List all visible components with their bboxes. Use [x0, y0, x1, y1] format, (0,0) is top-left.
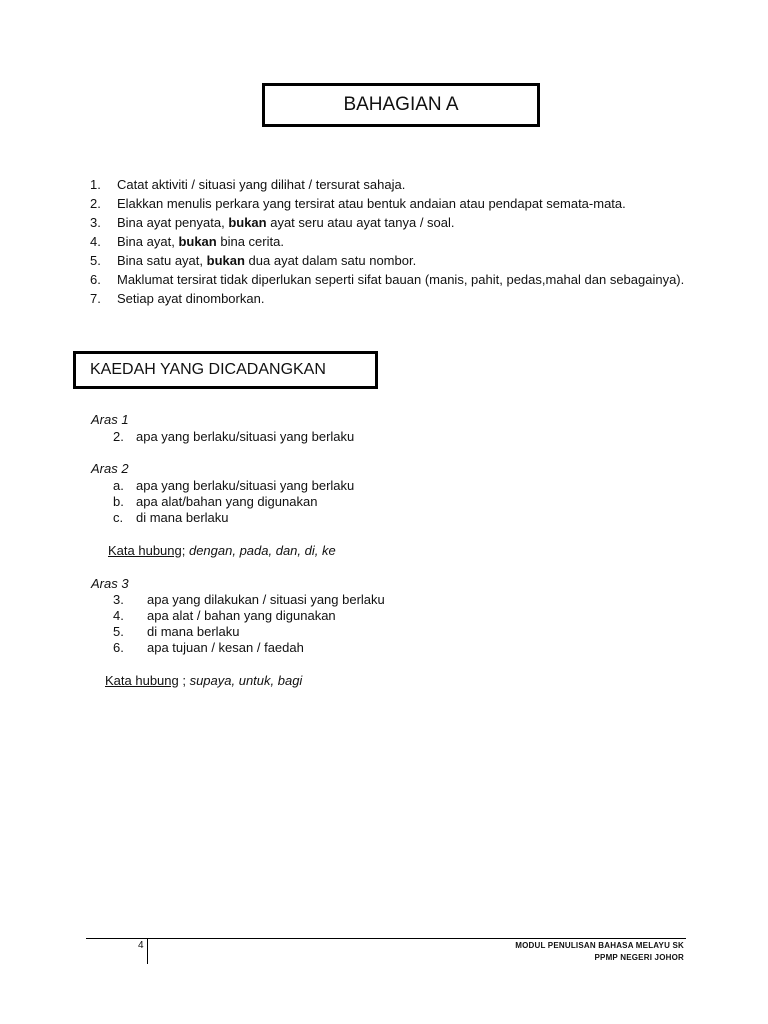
list-text: Bina satu ayat, bukan dua ayat dalam satu nombor.	[117, 253, 417, 268]
list-item	[113, 624, 385, 640]
list-marker: 4.	[113, 608, 124, 623]
rules-list	[90, 175, 690, 308]
list-text: apa yang dilakukan / situasi yang berlaku	[147, 592, 385, 607]
list-item	[113, 640, 385, 656]
list-number: 6.	[90, 272, 101, 287]
list-item	[90, 270, 690, 289]
list-text: Bina ayat penyata, bukan ayat seru atau ayat tanya / soal.	[117, 215, 455, 230]
footer-text	[515, 940, 684, 964]
list-marker: 6.	[113, 640, 124, 655]
list-item	[113, 608, 385, 624]
list-item	[90, 213, 690, 232]
connector-label: Kata hubung	[105, 673, 179, 688]
connector-words: dengan, pada, dan, di, ke	[188, 543, 336, 558]
connector-label: Kata hubung	[108, 543, 182, 558]
section-title: KAEDAH YANG DICADANGKAN	[90, 361, 326, 378]
list-text: Catat aktiviti / situasi yang dilihat / tersurat sahaja.	[117, 177, 406, 192]
level-label-aras-1: Aras 1	[91, 412, 129, 427]
footer-divider	[86, 938, 686, 939]
list-item	[113, 429, 354, 445]
list-marker: 2.	[113, 429, 124, 444]
aras-3-list	[113, 592, 385, 656]
list-number: 5.	[90, 253, 101, 268]
list-text: Bina ayat, bukan bina cerita.	[117, 234, 284, 249]
footer-line-2: PPMP NEGERI JOHOR	[594, 953, 684, 962]
list-text: Maklumat tersirat tidak diperlukan seperti sifat bauan (manis, pahit, pedas,mahal dan sebagainya).	[117, 272, 685, 287]
aras-2-list	[113, 478, 354, 526]
list-text: di mana berlaku	[147, 624, 240, 639]
page-number: 4	[138, 940, 144, 951]
list-number: 2.	[90, 196, 101, 211]
list-marker: c.	[113, 510, 124, 525]
list-item	[90, 175, 690, 194]
list-number: 3.	[90, 215, 101, 230]
list-marker: b.	[113, 494, 124, 509]
list-item	[113, 494, 354, 510]
list-item	[90, 194, 690, 213]
list-item	[113, 510, 354, 526]
list-text: apa yang berlaku/situasi yang berlaku	[136, 429, 355, 444]
level-label-aras-3: Aras 3	[91, 576, 129, 591]
connector-words: supaya, untuk, bagi	[189, 673, 303, 688]
list-item	[90, 251, 690, 270]
aras-1-list	[113, 429, 354, 445]
list-marker: 5.	[113, 624, 124, 639]
list-number: 7.	[90, 291, 101, 306]
list-marker: 3.	[113, 592, 124, 607]
list-text: apa tujuan / kesan / faedah	[147, 640, 304, 655]
list-text: Elakkan menulis perkara yang tersirat atau bentuk andaian atau pendapat semata-mata.	[117, 196, 626, 211]
level-label-aras-2: Aras 2	[91, 461, 129, 476]
page-title: BAHAGIAN A	[343, 94, 459, 115]
connector-aras-2: Kata hubung; dengan, pada, dan, di, ke	[108, 543, 336, 558]
list-text: apa alat/bahan yang digunakan	[136, 494, 318, 509]
connector-aras-3: Kata hubung ; supaya, untuk, bagi	[105, 673, 303, 688]
section-title-box	[73, 351, 378, 389]
list-item	[90, 289, 690, 308]
list-item	[113, 592, 385, 608]
list-item	[113, 478, 354, 494]
list-item	[90, 232, 690, 251]
list-number: 4.	[90, 234, 101, 249]
list-text: Setiap ayat dinomborkan.	[117, 291, 265, 306]
footer-vertical-divider	[147, 938, 148, 964]
page-title-box	[262, 83, 540, 127]
list-number: 1.	[90, 177, 101, 192]
list-text: apa alat / bahan yang digunakan	[147, 608, 336, 623]
list-text: di mana berlaku	[136, 510, 229, 525]
list-text: apa yang berlaku/situasi yang berlaku	[136, 478, 355, 493]
footer-line-1: MODUL PENULISAN BAHASA MELAYU SK	[515, 941, 684, 950]
list-marker: a.	[113, 478, 124, 493]
